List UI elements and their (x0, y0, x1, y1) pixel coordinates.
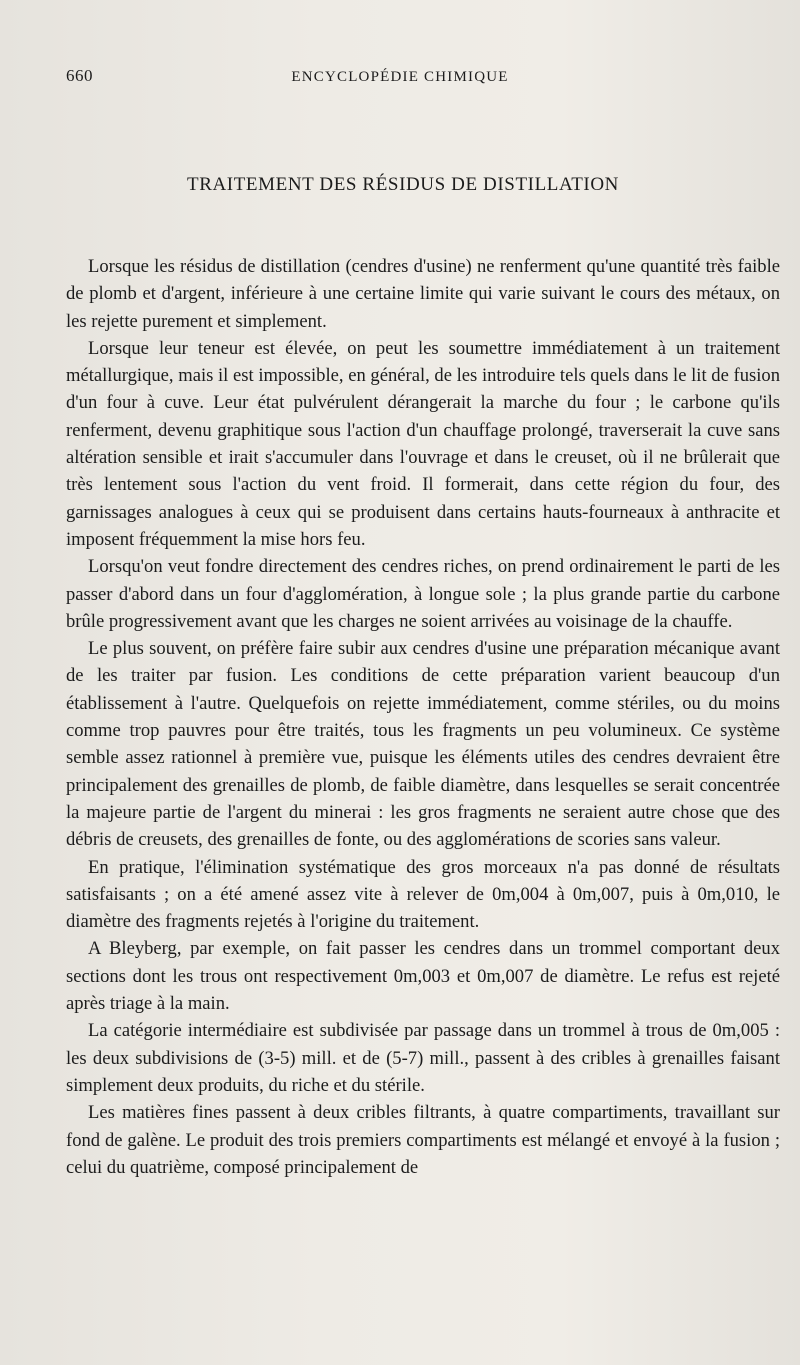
body-text (66, 253, 780, 1181)
paragraph: Les matières fines passent à deux cribles filtrants, à quatre compartiments, travaillant sur fond de galène. Le produit des trois premiers compartiments est mélangé et envoyé à la fusion ; celui du quatrième, composé principalement de (66, 1102, 780, 1178)
paragraph: La catégorie intermédiaire est subdivisée par passage dans un trommel à trous de 0m,005 : les deux subdivisions de (3-5) mill. et de (5-7) mill., passent à des cribles à grenailles faisant simplement deux produits, du riche et du stérile. (66, 1020, 780, 1096)
paragraph: Le plus souvent, on préfère faire subir aux cendres d'usine une préparation mécanique avant de les traiter par fusion. Les conditions de cette préparation varient beaucoup d'un établissement à l'autre. Quelquefois on rejette immédiatement, comme stériles, ou du moins comme trop pauvres pour être traités, tous les fragments un peu volumineux. Ce système semble assez rationnel à première vue, puisque les éléments utiles des cendres devraient être principalement des grenailles de plomb, de faible diamètre, dans lesquelles se serait concentrée la majeure partie de l'argent du minerai : les gros fragments ne seraient autre chose que des débris de creusets, des grenailles de fonte, ou des agglomérations de scories sans valeur. (66, 638, 780, 851)
paragraph: Lorsqu'on veut fondre directement des cendres riches, on prend ordinairement le parti de les passer d'abord dans un four d'agglomération, à longue sole ; la plus grande partie du carbone brûle progressivement avant que les charges ne soient arrivées au voisinage de la chauffe. (66, 556, 780, 632)
paragraph: Lorsque les résidus de distillation (cendres d'usine) ne renferment qu'une quantité très faible de plomb et d'argent, inférieure à une certaine limite qui varie suivant le cours des métaux, on les rejette purement et simplement. (66, 256, 780, 332)
running-title: ENCYCLOPÉDIE CHIMIQUE (291, 69, 509, 85)
section-title: TRAITEMENT DES RÉSIDUS DE DISTILLATION (187, 174, 619, 195)
paragraph: En pratique, l'élimination systématique des gros morceaux n'a pas donné de résultats satisfaisants ; on a été amené assez vite à relever de 0m,004 à 0m,007, puis à 0m,010, le diamètre des fragments rejetés à l'origine du traitement. (66, 856, 780, 933)
paragraph: A Bleyberg, par exemple, on fait passer les cendres dans un trommel comportant deux sections dont les trous ont respectivement 0m,003 et 0m,007 de diamètre. Le refus est rejeté après triage à la main. (66, 938, 780, 1015)
page-number: 660 (66, 66, 93, 85)
paragraph: Lorsque leur teneur est élevée, on peut les soumettre immédiatement à un traitement métallurgique, mais il est impossible, en général, de les introduire tels quels dans le lit de fusion d'un four à cuve. Leur état pulvérulent dérangerait la marche du four ; le carbone qu'ils renferment, devenu graphitique sous l'action d'un chauffage prolongé, traverserait la cuve sans altération sensible et irait s'accumuler dans l'ouvrage et dans le creuset, où il ne brûlerait que très lentement sous l'action du vent froid. Il formerait, dans cette région du four, des garnissages analogues à ceux qui se produisent dans certains hauts-fourneaux à anthracite et imposent fréquemment la mise hors feu. (66, 337, 780, 550)
page-header (66, 66, 734, 86)
